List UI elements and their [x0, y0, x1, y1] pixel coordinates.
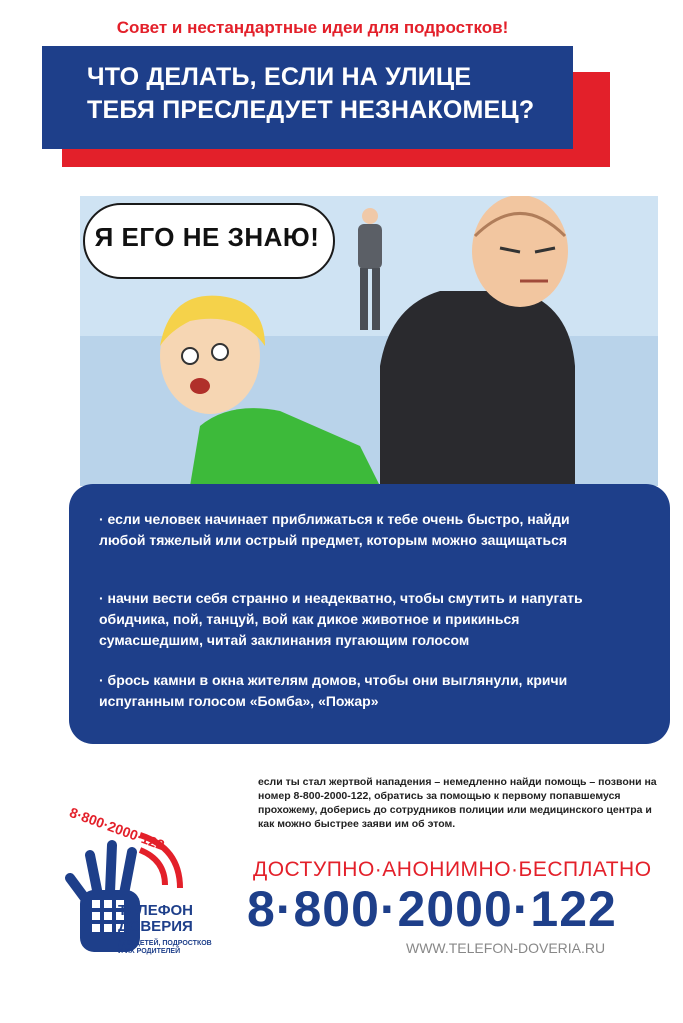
logo-phone-number: 8·800·2000·122	[67, 804, 167, 854]
tip-item: · начни вести себя странно и неадекватно, чтобы смутить и напугать обидчика, пой, танцуй, вой как дикое животное и прикинься сумасшедшим, читай заклинания пугающим голосом	[99, 590, 583, 648]
logo-title	[118, 903, 193, 935]
tip-item: · брось камни в окна жителям домов, чтобы они выглянули, кричи испуганным голосом «Бомба», «Пожар»	[99, 672, 568, 709]
website-link[interactable]: WWW.TELEFON-DOVERIA.RU	[406, 940, 606, 956]
logo-title-line-1: ТЕЛЕФОН	[118, 902, 193, 919]
tagline: Совет и нестандартные идеи для подростков!	[116, 18, 509, 37]
page-title	[87, 61, 567, 127]
title-line-1: ЧТО ДЕЛАТЬ, ЕСЛИ НА УЛИЦЕ	[87, 63, 472, 91]
tip-item: · если человек начинает приближаться к тебе очень быстро, найди любой тяжелый или острый предмет, которым можно защищаться	[99, 511, 570, 548]
logo-subtitle: ДЛЯ ДЕТЕЙ, ПОДРОСТКОВ И ИХ РОДИТЕЛЕЙ	[118, 940, 212, 955]
title-line-2: ТЕБЯ ПРЕСЛЕДУЕТ НЕЗНАКОМЕЦ?	[87, 96, 535, 124]
speech-text: Я ЕГО НЕ ЗНАЮ!	[94, 222, 320, 252]
slogan: ДОСТУПНО·АНОНИМНО·БЕСПЛАТНО	[253, 858, 652, 881]
logo-title-line-2: ДОВЕРИЯ	[118, 918, 193, 935]
hotline-phone-number[interactable]: 8·800·2000·122	[247, 881, 617, 937]
victim-advice-text: если ты стал жертвой нападения – немедленно найди помощь – позвони на номер 8-800-2000-122, обратись за помощью к первому попавшемуся прохожему, доберись до сотрудников полиции или медицинского центра и как можно быстрее заяви им об этом.	[258, 776, 657, 830]
